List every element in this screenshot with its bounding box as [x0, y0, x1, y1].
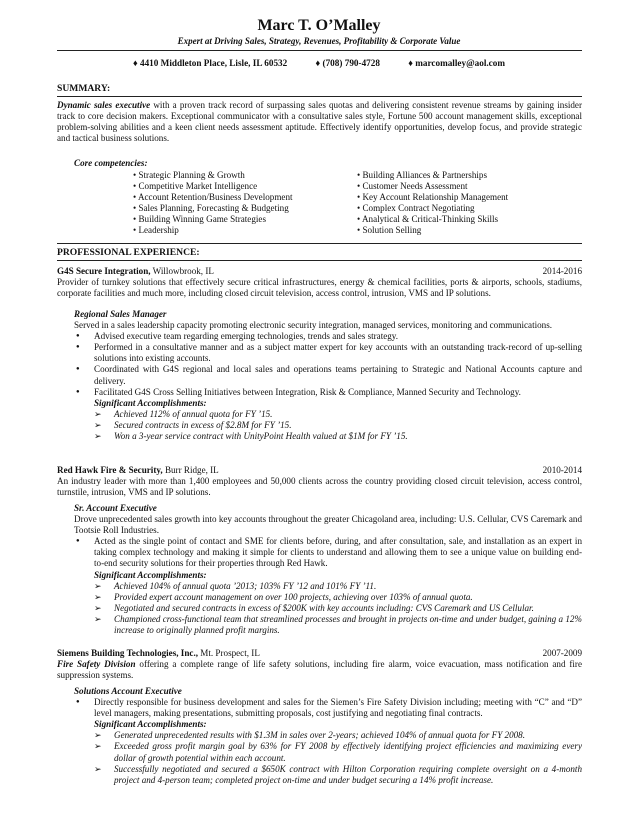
list-item: ● Advised executive team regarding emerging technologies, trends and sales strategy.	[74, 331, 582, 342]
list-item: ● Facilitated G4S Cross Selling Initiatives between Integration, Risk & Compliance, Manned Security and Technology.	[74, 387, 582, 398]
job-header	[57, 648, 582, 659]
competency-item: • Solution Selling	[357, 225, 422, 236]
list-item: ● Coordinated with G4S regional and local sales and operations teams pertaining to Strategic and National Accounts capture and delivery.	[74, 364, 582, 386]
competency-item: • Leadership	[133, 225, 179, 236]
role-title: Regional Sales Manager	[74, 309, 167, 319]
job-years: 2010-2014	[542, 465, 582, 475]
summary-lead: Dynamic sales executive	[57, 100, 151, 110]
list-item: ➢ Exceeded gross profit margin goal by 63% for FY 2008 by effectively identifying project efficiencies and maximizing every dollar of growth potential within each account.	[94, 741, 582, 763]
list-item: ➢ Championed cross-functional team that streamlined processes and brought in projects on-time and under budget, gaining a 12% increase to originally planned profit margins.	[94, 614, 582, 636]
list-item: ➢ Won a 3-year service contract with UnityPoint Health valued at $1M for FY ’15.	[94, 431, 582, 442]
list-item: ● Performed in a consultative manner and as a subject matter expert for key accounts with an outstanding track-record of up-selling solutions into existing accounts.	[74, 342, 582, 364]
role-block	[74, 309, 582, 442]
company-location: Mt. Prospect, IL	[198, 648, 260, 658]
address: ♦ 4410 Middleton Place, Lisle, IL 60532	[133, 58, 288, 68]
competency-item: • Analytical & Critical-Thinking Skills	[357, 214, 499, 225]
list-item: ➢ Negotiated and secured contracts in excess of $200K with key accounts including: CVS Caremark and US Cellular.	[94, 603, 582, 614]
accomplishments-heading: Significant Accomplishments:	[94, 397, 207, 408]
competencies-heading: Core competencies:	[74, 158, 148, 168]
list-item: ➢ Achieved 104% of annual quota ’2013; 103% FY ’12 and 101% FY ’11.	[94, 581, 582, 592]
candidate-name: Marc T. O’Malley	[257, 17, 381, 34]
accomplishments-heading: Significant Accomplishments:	[94, 719, 207, 730]
competency-item: • Competitive Market Intelligence	[133, 181, 258, 192]
company-location: Willowbrook, IL	[150, 266, 214, 276]
summary-paragraph	[57, 100, 582, 144]
competency-item: • Building Winning Game Strategies	[133, 214, 266, 225]
competency-item: • Strategic Planning & Growth	[133, 170, 245, 180]
competency-item: • Building Alliances & Partnerships	[357, 170, 487, 180]
competency-item: • Account Retention/Business Development	[133, 192, 293, 203]
responsibility-list	[74, 331, 582, 398]
job-header	[57, 266, 582, 277]
role-summary: Drove unprecedented sales growth into key accounts throughout the greater Chicagoland area, including: U.S. Cellular, CVS Caremark and Tootsie Roll Industries.	[74, 514, 582, 536]
accomplishments	[74, 719, 582, 786]
company-name: Siemens Building Technologies, Inc.,	[57, 648, 198, 658]
summary-divider	[57, 96, 582, 97]
job-years: 2007-2009	[542, 648, 582, 658]
company-name: Red Hawk Fire & Security,	[57, 465, 163, 475]
summary-text: with a proven track record of surpassing sales quotas and delivering consistent revenue streams by gaining insider track to core decision makers. Exceptional communicator with a consultative sales style, Fortune 500 account management skills, exceptional problem-solving abilities and a keen client needs assessment aptitude. Effectively identify opportunities, develop focus, and provide strategic and tactical business solutions.	[57, 100, 582, 144]
role-title: Sr. Account Executive	[74, 503, 157, 513]
responsibility-list	[74, 697, 582, 719]
accomplishments	[74, 398, 582, 442]
competency-item: • Customer Needs Assessment	[357, 181, 468, 192]
list-item: ➢ Generated unprecedented results with $1.3M in sales over 2-years; achieved 104% of annual quota for FY 2008.	[94, 730, 582, 741]
summary-heading: SUMMARY:	[57, 83, 111, 94]
company-name: G4S Secure Integration,	[57, 266, 151, 276]
responsibility-list	[74, 536, 582, 569]
division-name: Fire Safety Division	[57, 659, 136, 669]
competency-item: • Sales Planning, Forecasting & Budgeting	[133, 203, 289, 214]
division-description: offering a complete range of life safety solutions, including fire alarm, voice evacuation, mass notification and fire suppression systems.	[57, 659, 582, 681]
list-item: ➢ Provided expert account management on over 100 projects, achieving over 103% of annual quota.	[94, 592, 582, 603]
phone: ♦ (708) 790-4728	[315, 58, 380, 68]
list-item: ➢ Successfully negotiated and secured a $650K contract with Hilton Corporation requiring complete oversight on a 4-month project and 4-person team; completed project on-time and under budget securing a 14% profit increase.	[94, 764, 582, 786]
accomplishments-heading: Significant Accomplishments:	[94, 569, 207, 580]
list-item: ➢ Achieved 112% of annual quota for FY ’15.	[94, 409, 582, 420]
list-item: ➢ Secured contracts in excess of $2.8M for FY ’15.	[94, 420, 582, 431]
competency-item: • Complex Contract Negotiating	[357, 203, 475, 214]
email: ♦ marcomalley@aol.com	[408, 58, 505, 68]
company-location: Burr Ridge, IL	[162, 465, 219, 475]
experience-divider	[57, 260, 582, 261]
role-block	[74, 503, 582, 636]
company-description	[57, 659, 582, 681]
contact-line	[0, 58, 638, 69]
list-item: ● Acted as the single point of contact and SME for clients before, during, and after consultation, sale, and installation as an expert in taking complex technology and making it simple for clients to understand and allowing them to see a unique value on building end-to-end security solutions for their properties through Red Hawk.	[74, 536, 582, 569]
experience-top-divider	[57, 243, 582, 244]
accomplishments	[74, 570, 582, 637]
competencies-left	[133, 170, 293, 237]
job-header	[57, 465, 582, 476]
header-divider	[57, 50, 582, 51]
tagline: Expert at Driving Sales, Strategy, Revenues, Profitability & Corporate Value	[177, 36, 461, 46]
competency-item: • Key Account Relationship Management	[357, 192, 509, 203]
company-description: An industry leader with more than 1,400 employees and 50,000 clients across the country providing closed circuit television, access control, turnstile, intrusion, VMS and IP solutions.	[57, 476, 582, 498]
list-item: ● Directly responsible for business development and sales for the Siemen’s Fire Safety Division including; meeting with “C” and “D” level managers, making presentations, submitting proposals, cost justifying and negotiating final contracts.	[74, 697, 582, 719]
competencies-right	[357, 170, 508, 237]
role-title: Solutions Account Executive	[74, 686, 182, 696]
company-description: Provider of turnkey solutions that effectively secure critical infrastructures, energy & chemical facilities, ports & airports, schools, stadiums, corporate facilities and much more, including closed circuit television, access control, intrusion, VMS and IP solutions.	[57, 277, 582, 299]
job-years: 2014-2016	[542, 266, 582, 276]
role-block	[74, 686, 582, 786]
role-summary: Served in a sales leadership capacity promoting electronic security integration, managed services, monitoring and communications.	[74, 320, 553, 331]
experience-heading: PROFESSIONAL EXPERIENCE:	[57, 247, 200, 258]
